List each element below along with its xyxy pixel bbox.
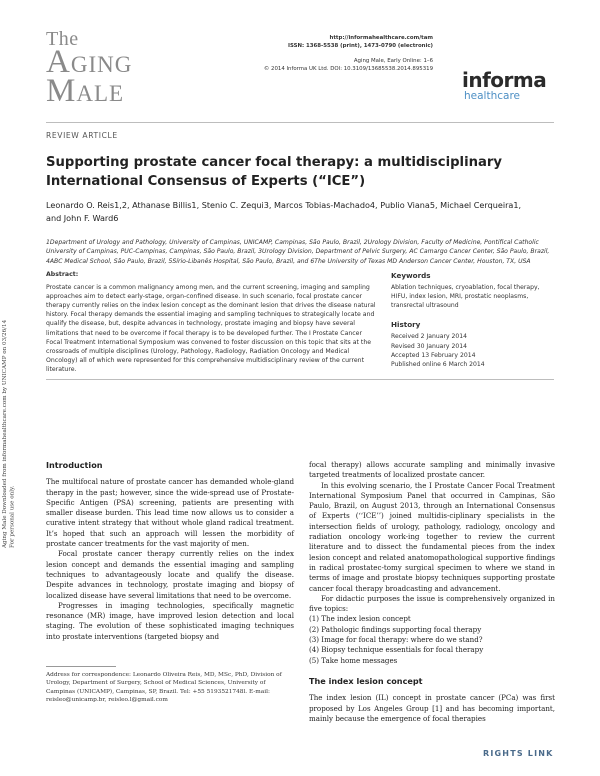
- body-column-left: [46, 460, 294, 642]
- footnote-divider: [46, 666, 116, 667]
- section-heading-introduction: Introduction: [46, 460, 103, 470]
- article-title: Supporting prostate cancer focal therapy: a multidisciplinary International Consensus of Experts (“ICE”): [46, 155, 502, 189]
- history-label: History: [391, 320, 421, 330]
- abstract-divider: [46, 379, 554, 380]
- affiliations: 1Department of Urology and Pathology, University of Campinas, UNICAMP, Campinas, São Paulo, Brazil, 2Urology Division, Faculty of Medicine, Pontifical Catholic University of Campinas, PUC-Campinas, Campinas, São Paulo, Brazil, 3Urology Division, Department of Pelvic Surgery, AC Camargo Cancer Center, São Paulo, Brazil, 4ABC Medical School, São Paulo, Brazil, 5Sírio-Libanês Hospital, São Paulo, Brazil, and 6The University of Texas MD Anderson Cancer Center, Houston, TX, USA: [46, 239, 550, 265]
- publisher-sub: healthcare: [464, 90, 520, 102]
- journal-url-link[interactable]: http://informahealthcare.com/tam: [329, 35, 433, 41]
- history-received: Received 2 January 2014: [391, 333, 468, 341]
- section-heading-index-lesion: The index lesion concept: [309, 675, 423, 686]
- author-list: [46, 199, 556, 224]
- authors-line-1: Leonardo O. Reis1,2, Athanase Billis1, Stenio C. Zequi3, Marcos Tobias-Machado4, Publio Viana5, Michael Cerqueira1,: [46, 200, 522, 210]
- rightslink-badge[interactable]: [483, 749, 558, 765]
- right-paragraph-2: For didactic purposes the issue is comprehensively organized in five topics:: [309, 593, 555, 614]
- keywords-history-panel: [391, 271, 555, 369]
- logo-aging: Aging: [46, 44, 133, 80]
- right-paragraph-1: In this evolving scenario, the I Prostate Cancer Focal Treatment International Symposium Panel that occurred in Campinas, São Paulo, Brazil, on August 2013, through an International Consensus of Experts (‘‘ICE’’) joined multidis-ciplinary specialists in the intersection fields of urology, pathology, radiology, oncology and radiation oncology work-ing together to review the current literature and to dissect the fundamental pieces from the index lesion concept and related anatomopathological supportive findings in radical prostatec-tomy surgical specimen to where we stand in terms of image and prostate biopsy techniques supporting prostate cancer focal therapy broadcasting and advancement.: [309, 480, 555, 593]
- keywords-text: Ablation techniques, cryoablation, focal therapy, HIFU, index lesion, MRI, prostatic neoplasms, transrectal ultrasound: [391, 284, 540, 310]
- abstract-block: [46, 270, 380, 374]
- intro-paragraph-1: The multifocal nature of prostate cancer has demanded whole-gland therapy in the past; however, since the wide-spread use of Prostate-Specific Antigen (PSA) screening, patients are presenting with smaller disease burden. This lead time now allows us to consider a curative intent strategy that without whole gland radical treatment. It’s hoped that such an approach will lessen the morbidity of prostate cancer treatments for the vast majority of men.: [46, 477, 294, 549]
- rightslink-label: RIGHTS LINK: [483, 749, 554, 758]
- topic-item: (1) The index lesion concept: [309, 614, 411, 624]
- logo-male: Male: [46, 73, 125, 109]
- topic-item: (4) Biopsy technique essentials for focal therapy: [309, 645, 484, 655]
- intro-paragraph-2: Focal prostate cancer therapy currently relies on the index lesion concept and demands the essential imaging and sampling techniques to advantageously locate and qualify the disease. Despite advances in technology, prostate imaging and biopsy of localized disease have several limitations that need to be overcome.: [46, 549, 294, 600]
- history-revised: Revised 30 January 2014: [391, 342, 467, 350]
- keywords-label: Keywords: [391, 271, 431, 280]
- body-column-right: [309, 460, 555, 724]
- header-divider: [46, 122, 554, 123]
- copyright-doi: © 2014 Informa UK Ltd. DOI: 10.3109/13685538.2014.895319: [263, 66, 433, 73]
- article-type: REVIEW ARTICLE: [46, 131, 118, 140]
- topic-item: (2) Pathologic findings supporting focal therapy: [309, 624, 482, 634]
- topic-item: (3) Image for focal therapy: where do we stand?: [309, 635, 483, 645]
- history-accepted: Accepted 13 February 2014: [391, 351, 476, 359]
- citation: Aging Male, Early Online: 1–6: [353, 57, 433, 64]
- history-published: Published online 6 March 2014: [391, 360, 485, 368]
- right-paragraph-0: focal therapy) allows accurate sampling and minimally invasive targeted treatments of localized prostate cancer.: [309, 460, 555, 480]
- download-notice: Aging Male Downloaded from informahealthcare.com by UNICAMP on 03/26/14 For personal use only.: [2, 319, 16, 548]
- journal-header-meta: [213, 34, 433, 74]
- issn: ISSN: 1368-5538 (print), 1473-0790 (electronic): [287, 43, 433, 50]
- correspondence-footnote: Address for correspondence: Leonardo Oliveira Reis, MD, MSc, PhD, Division of Urology, Department of Surgery, School of Medical Sciences, University of Campinas (UNICAMP), Campinas, SP, Brazil. Tel: +55 5193521748l. E-mail: reisleo@unicamp.br, reisleo.l@gmail.com: [46, 672, 282, 704]
- index-lesion-paragraph: The index lesion (IL) concept in prostate cancer (PCa) was first proposed by Los Angeles Group [1] and has becoming important, mainly because the emergence of focal therapies: [309, 693, 555, 723]
- journal-logo[interactable]: [46, 28, 133, 109]
- topic-item: (5) Take home messages: [309, 655, 398, 665]
- abstract-label: Abstract:: [46, 271, 79, 278]
- abstract-text: Prostate cancer is a common malignancy among men, and the current screening, imaging and sampling approaches aim to detect early-stage, organ-confined disease. In such scenario, focal prostate cancer therapy currently relies on the index lesion concept as the dominant lesion that drives the disease natural history. Focal therapy demands the essential imaging and sampling techniques to strategically locate and qualify the disease, but, despite advances in technology, prostate imaging and biopsy have several limitations that need to be overcome if focal therapy is to be developed further. The I Prostate Cancer Focal Treatment International Symposium was convened to foster discussion on this topic that sits at the crossroads of multiple disciplines (Urology, Pathology, Radiology, Radiation Oncology and Medical Oncology) all of which were represented for this comprehensive multidisciplinary review of the current literature.: [46, 284, 376, 373]
- intro-paragraph-3: Progresses in imaging technologies, specifically magnetic resonance (MR) image, have improved lesion detection and local staging. The evolution of these sophisticated imaging techniques into prostate interventions (targeted biopsy and: [46, 600, 294, 641]
- publisher-logo[interactable]: [462, 70, 546, 102]
- logo-the: The: [46, 28, 79, 50]
- authors-line-2: and John F. Ward6: [46, 212, 119, 223]
- publisher-brand: informa: [462, 68, 547, 92]
